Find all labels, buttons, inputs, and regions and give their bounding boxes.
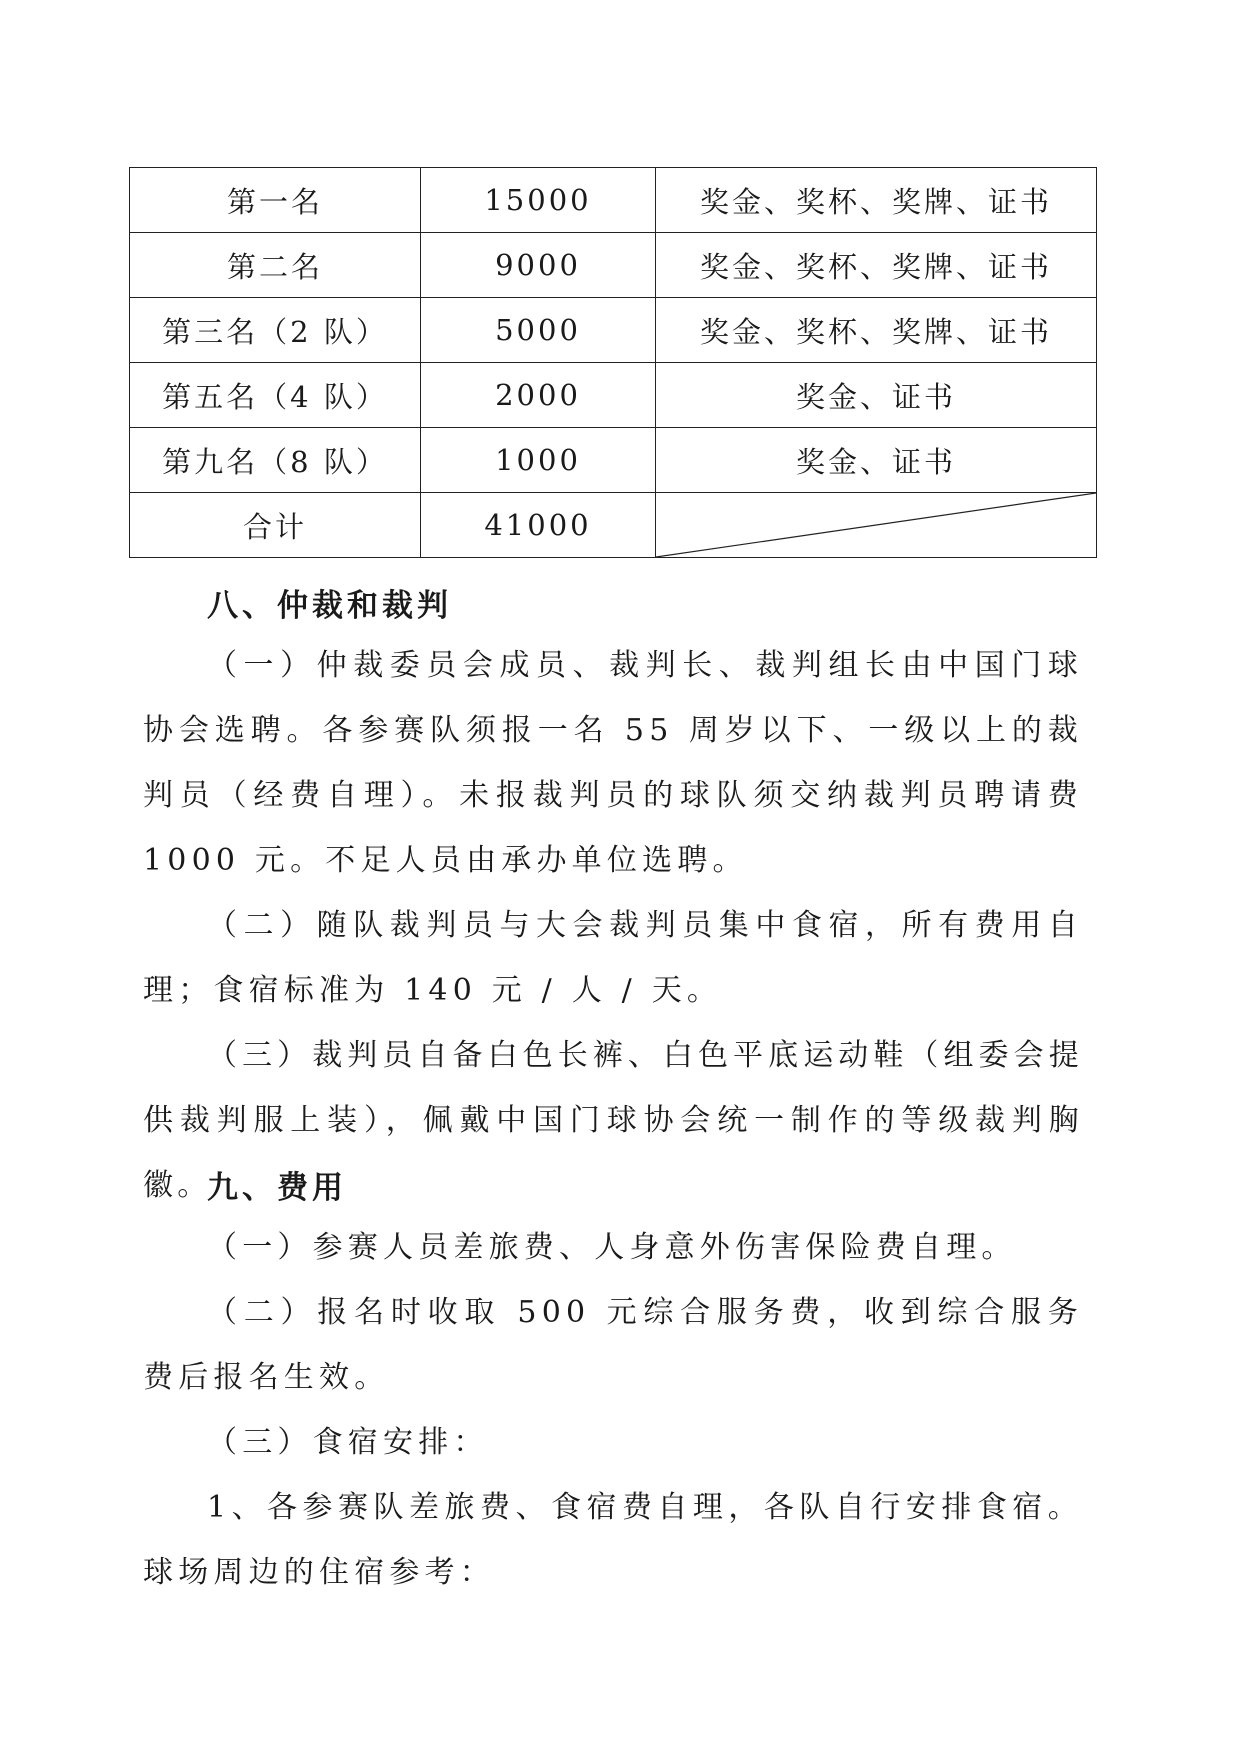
empty-diagonal-cell xyxy=(656,493,1097,558)
amount-cell: 2000 xyxy=(421,363,656,428)
section-8-paragraph-2: （二）随队裁判员与大会裁判员集中食宿，所有费用自理；食宿标准为 140 元 / 人 / 天。 xyxy=(143,908,1083,1008)
awards-cell: 奖金、奖杯、奖牌、证书 xyxy=(656,298,1097,363)
amount-cell: 15000 xyxy=(421,168,656,233)
amount-cell: 5000 xyxy=(421,298,656,363)
section-9-paragraph-1: （一）参赛人员差旅费、人身意外伤害保险费自理。 xyxy=(207,1230,1017,1265)
awards-cell: 奖金、证书 xyxy=(656,363,1097,428)
section-8-paragraph-1: （一）仲裁委员会成员、裁判长、裁判组长由中国门球协会选聘。各参赛队须报一名 55 周岁以下、一级以上的裁判员（经费自理）。未报裁判员的球队须交纳裁判员聘请费 1000 元。不足人员由承办单位选聘。 xyxy=(143,648,1083,878)
rank-cell: 第二名 xyxy=(130,233,421,298)
section-9-paragraph-4: 1、各参赛队差旅费、食宿费自理，各队自行安排食宿。球场周边的住宿参考： xyxy=(143,1490,1083,1590)
amount-cell: 1000 xyxy=(421,428,656,493)
awards-cell: 奖金、奖杯、奖牌、证书 xyxy=(656,168,1097,233)
rank-cell: 第三名（2 队） xyxy=(130,298,421,363)
rank-cell: 第一名 xyxy=(130,168,421,233)
section-8-heading: 八、仲裁和裁判 xyxy=(207,588,452,624)
table-row xyxy=(130,298,1097,363)
award-table xyxy=(129,167,1097,558)
diagonal-line xyxy=(656,493,1096,557)
total-amount-cell: 41000 xyxy=(421,493,656,558)
awards-cell: 奖金、奖杯、奖牌、证书 xyxy=(656,233,1097,298)
rank-cell: 第五名（4 队） xyxy=(130,363,421,428)
section-9-heading: 九、费用 xyxy=(207,1170,347,1206)
amount-cell: 9000 xyxy=(421,233,656,298)
awards-cell: 奖金、证书 xyxy=(656,428,1097,493)
table-row xyxy=(130,168,1097,233)
section-9-paragraph-3: （三）食宿安排： xyxy=(207,1425,489,1460)
section-9-paragraph-2: （二）报名时收取 500 元综合服务费，收到综合服务费后报名生效。 xyxy=(143,1295,1083,1395)
total-row xyxy=(130,493,1097,558)
table-row xyxy=(130,428,1097,493)
total-label-cell: 合计 xyxy=(130,493,421,558)
table-row xyxy=(130,363,1097,428)
section-8-paragraph-3: （三）裁判员自备白色长裤、白色平底运动鞋（组委会提供裁判服上装），佩戴中国门球协会统一制作的等级裁判胸徽。 xyxy=(143,1038,1083,1203)
rank-cell: 第九名（8 队） xyxy=(130,428,421,493)
table-row xyxy=(130,233,1097,298)
